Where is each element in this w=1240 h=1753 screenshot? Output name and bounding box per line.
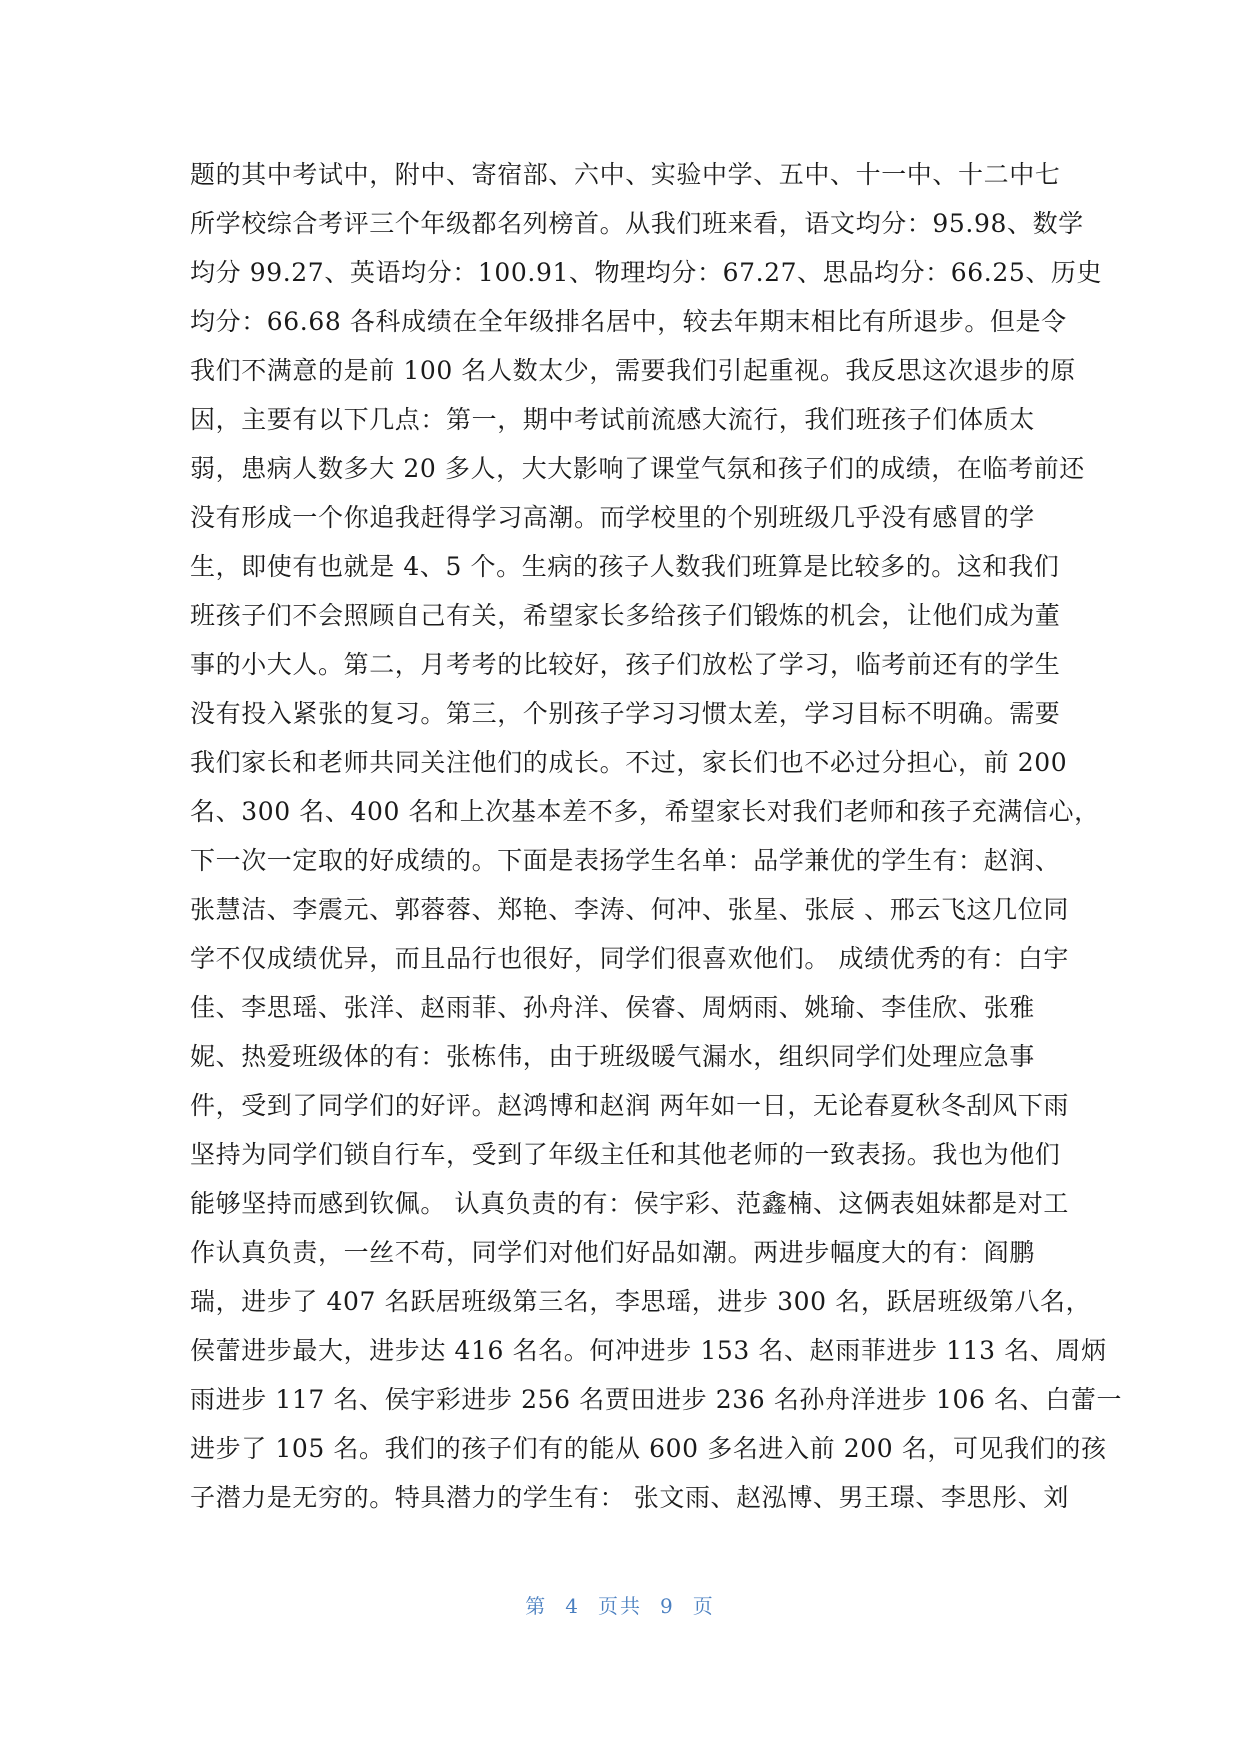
footer-page-label: 第: [525, 1594, 548, 1618]
text-line: 均分 99.27、英语均分：100.91、物理均分：67.27、思品均分：66.25、历史: [190, 258, 1103, 287]
text-line: 没有投入紧张的复习。第三，个别孩子学习习惯太差，学习目标不明确。需要: [190, 699, 1061, 728]
text-line: 子潜力是无穷的。特具潜力的学生有： 张文雨、赵泓博、男王璟、李思彤、刘: [190, 1483, 1069, 1512]
text-line: 事的小大人。第二，月考考的比较好，孩子们放松了学习，临考前还有的学生: [190, 650, 1061, 679]
text-line: 作认真负责，一丝不苟，同学们对他们好品如潮。两进步幅度大的有：阎鹏: [190, 1238, 1035, 1267]
text-line: 均分：66.68 各科成绩在全年级排名居中，较去年期末相比有所退步。但是令: [190, 307, 1067, 336]
current-page-number: 4: [565, 1594, 580, 1618]
text-line: 名、300 名、400 名和上次基本差不多，希望家长对我们老师和孩子充满信心，: [190, 797, 1100, 826]
text-line: 生，即使有也就是 4、5 个。生病的孩子人数我们班算是比较多的。这和我们: [190, 552, 1060, 581]
page-footer: [0, 1590, 1240, 1619]
text-line: 下一次一定取的好成绩的。下面是表扬学生名单：品学兼优的学生有：赵润、: [190, 846, 1061, 875]
text-line: 能够坚持而感到钦佩。 认真负责的有：侯宇彩、范鑫楠、这俩表姐妹都是对工: [190, 1189, 1069, 1218]
text-line: 我们不满意的是前 100 名人数太少，需要我们引起重视。我反思这次退步的原: [190, 356, 1076, 385]
text-line: 进步了 105 名。我们的孩子们有的能从 600 多名进入前 200 名，可见我们的孩: [190, 1434, 1107, 1463]
text-line: 侯蕾进步最大，进步达 416 名名。何冲进步 153 名、赵雨菲进步 113 名、周炳: [190, 1336, 1107, 1365]
footer-end-label: 页: [692, 1594, 715, 1618]
text-line: 我们家长和老师共同关注他们的成长。不过，家长们也不必过分担心，前 200: [190, 748, 1068, 777]
text-line: 题的其中考试中，附中、寄宿部、六中、实验中学、五中、十一中、十二中七: [190, 160, 1061, 189]
text-line: 班孩子们不会照顾自己有关，希望家长多给孩子们锻炼的机会，让他们成为董: [190, 601, 1061, 630]
text-line: 学不仅成绩优异，而且品行也很好，同学们很喜欢他们。 成绩优秀的有：白宇: [190, 944, 1069, 973]
body-text: [190, 150, 1123, 1522]
text-line: 雨进步 117 名、侯宇彩进步 256 名贾田进步 236 名孙舟洋进步 106 名、白蕾一: [190, 1385, 1123, 1414]
text-line: 弱，患病人数多大 20 多人，大大影响了课堂气氛和孩子们的成绩，在临考前还: [190, 454, 1085, 483]
text-line: 张慧洁、李震元、郭蓉蓉、郑艳、李涛、何冲、张星、张辰 、邢云飞这几位同: [190, 895, 1069, 924]
text-line: 妮、热爱班级体的有：张栋伟，由于班级暖气漏水，组织同学们处理应急事: [190, 1042, 1035, 1071]
text-line: 所学校综合考评三个年级都名列榜首。从我们班来看，语文均分：95.98、数学: [190, 209, 1084, 238]
footer-of-label: 页共: [598, 1594, 642, 1618]
text-line: 瑞，进步了 407 名跃居班级第三名，李思瑶，进步 300 名，跃居班级第八名，: [190, 1287, 1092, 1316]
total-pages-number: 9: [660, 1594, 675, 1618]
text-line: 佳、李思瑶、张洋、赵雨菲、孙舟洋、侯睿、周炳雨、姚瑜、李佳欣、张雅: [190, 993, 1035, 1022]
text-line: 没有形成一个你追我赶得学习高潮。而学校里的个别班级几乎没有感冒的学: [190, 503, 1035, 532]
text-line: 坚持为同学们锁自行车，受到了年级主任和其他老师的一致表扬。我也为他们: [190, 1140, 1061, 1169]
text-line: 因，主要有以下几点：第一，期中考试前流感大流行，我们班孩子们体质太: [190, 405, 1035, 434]
text-line: 件，受到了同学们的好评。赵鸿博和赵润 两年如一日，无论春夏秋冬刮风下雨: [190, 1091, 1069, 1120]
